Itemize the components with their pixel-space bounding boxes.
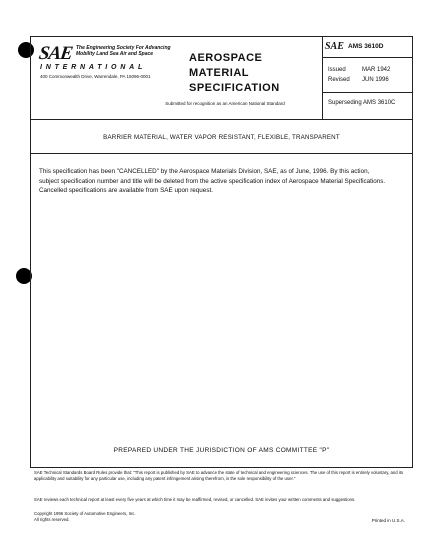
sae-header xyxy=(31,37,181,119)
document-number: AMS 3610D xyxy=(348,43,384,50)
title-line: MATERIAL xyxy=(189,67,250,79)
printed-in: Printed in U.S.A. xyxy=(371,518,405,523)
copyright-notice xyxy=(34,511,136,522)
divider xyxy=(322,92,412,93)
review-notice: SAE reviews each technical report at least every five years at which time it may be reaffirmed, revised, or cancelled. SAE invites your written comments and suggestions. xyxy=(34,497,356,502)
ansi-submission-note: Submitted for recognition as an American National Standard xyxy=(165,101,285,106)
revised-date: JUN 1996 xyxy=(362,77,389,83)
divider xyxy=(31,119,412,120)
divider xyxy=(31,153,412,154)
international-wordmark: INTERNATIONAL xyxy=(40,64,147,71)
copyright-line: Copyright 1996 Society of Automotive Engineers, Inc. xyxy=(34,511,136,516)
technical-standards-notice: SAE Technical Standards Board Rules provide that: "This report is published by SAE to advance the state of technical and engineering sciences. The use of this report is entirely voluntary, and its applicability and suitability for any particular use, including any patent infringement arising therefrom, is the sole responsibility of the user." xyxy=(34,470,404,481)
revised-label: Revised xyxy=(328,77,350,83)
cancellation-notice: This specification has been "CANCELLED" by the Aerospace Materials Division, SAE, as of June, 1996. By this action, subject specification number and title will be deleted from the active specification index of Aerospace Material Specifications. Cancelled specifications are available from SAE upon request. xyxy=(39,168,386,194)
issued-date: MAR 1942 xyxy=(362,67,391,73)
divider xyxy=(322,57,412,58)
copyright-line: All rights reserved. xyxy=(34,516,70,522)
title-line: AEROSPACE xyxy=(189,52,263,64)
committee-jurisdiction: PREPARED UNDER THE JURISDICTION OF AMS COMMITTEE "P" xyxy=(113,447,330,454)
document-info-panel xyxy=(322,37,412,119)
sae-tagline: The Engineering Society For Advancing Mobility Land Sea Air and Space xyxy=(76,45,171,57)
specification-frame xyxy=(30,36,413,468)
issued-label: Issued xyxy=(328,67,346,73)
sae-logo: SAE xyxy=(37,43,74,64)
document-type-title xyxy=(189,51,280,96)
document-title: BARRIER MATERIAL, WATER VAPOR RESISTANT, FLEXIBLE, TRANSPARENT xyxy=(103,134,340,141)
title-line: SPECIFICATION xyxy=(189,82,280,94)
superseding-note: Superseding AMS 3610C xyxy=(328,100,396,106)
sae-small-logo: SAE xyxy=(325,41,344,52)
sae-address: 400 Commonwealth Drive, Warrendale, PA 15096-0001 xyxy=(40,74,151,79)
